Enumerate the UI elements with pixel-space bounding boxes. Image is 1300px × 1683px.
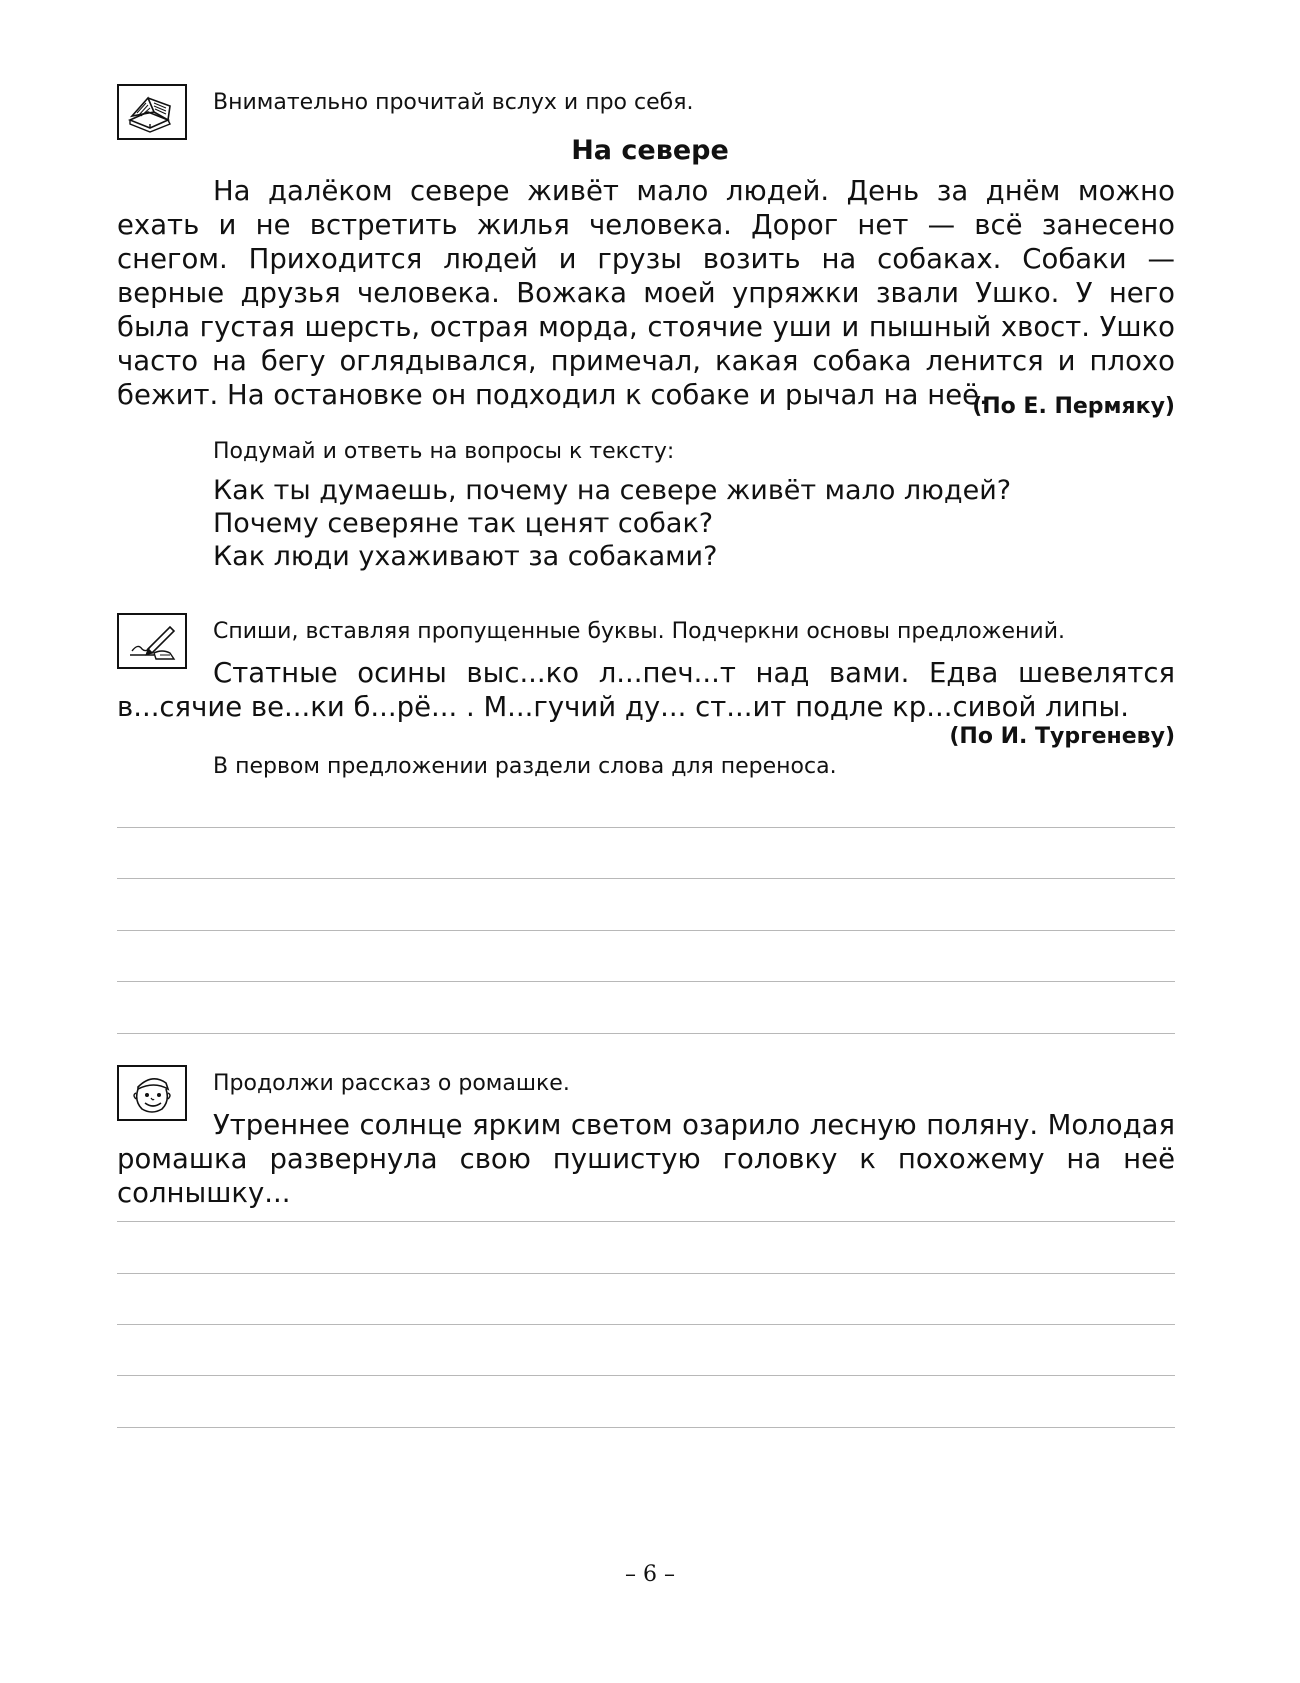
- page-number: – 6 –: [625, 1562, 675, 1587]
- hyphenation-instruction: В первом предложении раздели слова для переноса.: [213, 754, 837, 779]
- open-book-icon: [117, 84, 187, 140]
- exercise-author: (По И. Тургеневу): [949, 724, 1175, 749]
- question-item: Почему северяне так ценят собак?: [213, 508, 714, 539]
- story-text: На далёком севере живёт мало людей. День за днём можно ехать и не встретить жилья человека. Дорог нет — всё занесено снегом. Приходится людей и грузы возить на собаках. Собаки — верные друзья человека. Вожака моей упряжки звали Ушко. У него была густая шерсть, острая морда, стоячие уши и пышный хвост. Ушко часто на бегу оглядывался, примечал, какая собака ленится и плохо бежит. На остановке он подходил к собаке и рычал на неё.: [117, 175, 1175, 411]
- story-start-text: Утреннее солнце ярким светом озарило лесную поляну. Молодая ромашка развернула свою пушистую головку к похожему на неё солнышку...: [117, 1109, 1175, 1209]
- writing-line[interactable]: [117, 1427, 1175, 1428]
- writing-line[interactable]: [117, 1324, 1175, 1325]
- task3-instruction: Продолжи рассказ о ромашке.: [213, 1071, 570, 1096]
- story-title: На севере: [571, 135, 729, 166]
- writing-line[interactable]: [117, 1273, 1175, 1274]
- writing-line[interactable]: [117, 1033, 1175, 1034]
- questions-list: [213, 474, 1011, 573]
- task2-instruction: Спиши, вставляя пропущенные буквы. Подчеркни основы предложений.: [213, 619, 1065, 644]
- writing-line[interactable]: [117, 930, 1175, 931]
- exercise-text: Статные осины выс...ко л...печ...т над вами. Едва шевелятся в...сячие ве...ки б...рё... . М...гучий ду... ст...ит подле кр...сивой липы.: [117, 657, 1175, 723]
- questions-instruction: Подумай и ответь на вопросы к тексту:: [213, 439, 675, 464]
- task1-instruction: Внимательно прочитай вслух и про себя.: [213, 90, 694, 115]
- writing-line[interactable]: [117, 878, 1175, 879]
- writing-line[interactable]: [117, 1221, 1175, 1222]
- story-author: (По Е. Пермяку): [972, 394, 1175, 419]
- writing-line[interactable]: [117, 981, 1175, 982]
- writing-line[interactable]: [117, 827, 1175, 828]
- question-item: Как люди ухаживают за собаками?: [213, 541, 718, 572]
- writing-line[interactable]: [117, 1375, 1175, 1376]
- question-item: Как ты думаешь, почему на севере живёт мало людей?: [213, 475, 1012, 506]
